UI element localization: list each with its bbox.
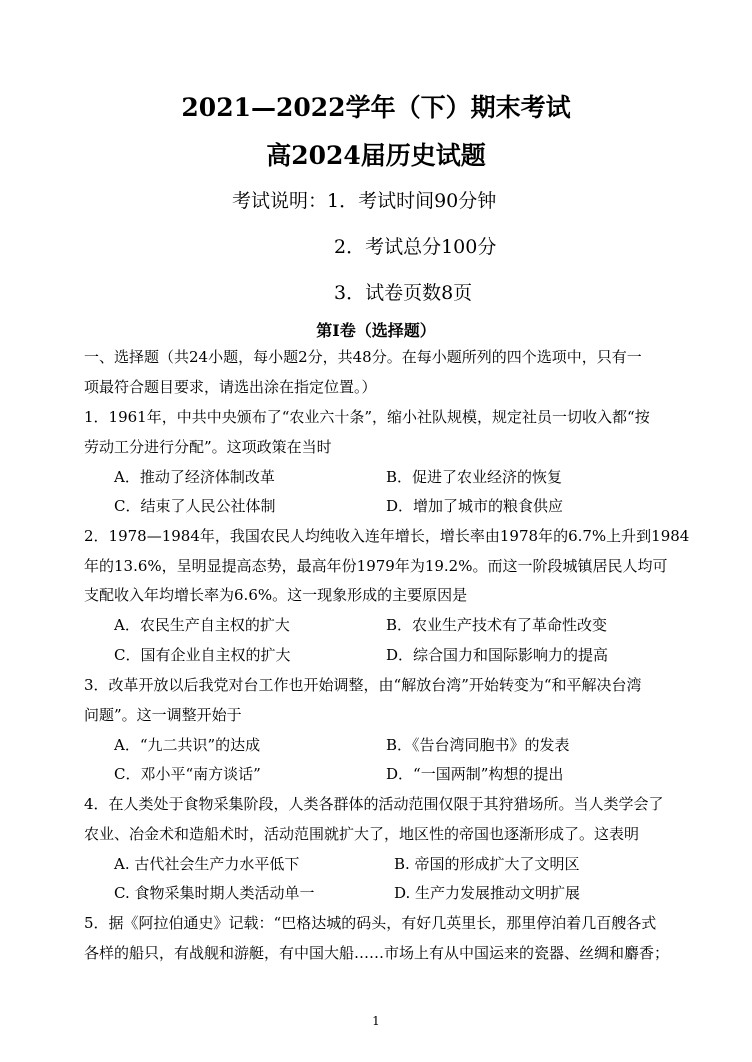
question-5-stem: 各样的船只，有战舰和游艇，有中国大船……市场上有从中国运来的瓷器、丝绸和麝香； bbox=[84, 944, 670, 962]
question-3-option-d: D．“一国两制”构想的提出 bbox=[386, 765, 564, 783]
question-3-option-b: B．《告台湾同胞书》的发表 bbox=[386, 736, 570, 754]
question-4-option-b: B. 帝国的形成扩大了文明区 bbox=[394, 855, 580, 873]
question-1-stem: 1．1961年，中共中央颁布了“农业六十条”，缩小社队规模，规定社员一切收入都“按 bbox=[84, 408, 650, 426]
question-4-option-d: D. 生产力发展推动文明扩展 bbox=[394, 884, 581, 902]
exam-subtitle: 高2024届历史试题 bbox=[266, 141, 486, 170]
question-2-option-c: C．国有企业自主权的扩大 bbox=[114, 646, 291, 664]
instruction-line: 一、选择题（共24小题，每小题2分，共48分。在每小题所列的四个选项中，只有一 bbox=[84, 348, 642, 366]
instruction-line: 项最符合题目要求，请选出涂在指定位置。） bbox=[84, 378, 377, 396]
exam-info-score: 2．考试总分100分 bbox=[334, 236, 497, 258]
question-3-stem: 3．改革开放以后我党对台工作也开始调整，由“解放台湾”开始转变为“和平解决台湾 bbox=[84, 676, 642, 694]
section-title: 第I卷（选择题） bbox=[316, 321, 436, 340]
question-2-stem: 2．1978—1984年，我国农民人均纯收入连年增长，增长率由1978年的6.7%上升到1984 bbox=[84, 527, 690, 545]
question-2-option-a: A．农民生产自主权的扩大 bbox=[114, 616, 290, 634]
question-1-option-c: C．结束了人民公社体制 bbox=[114, 497, 276, 515]
question-2-option-d: D．综合国力和国际影响力的提高 bbox=[386, 646, 609, 664]
question-1-option-b: B．促进了农业经济的恢复 bbox=[386, 468, 563, 486]
question-3-option-a: A．“九二共识”的达成 bbox=[114, 736, 261, 754]
question-2-option-b: B．农业生产技术有了革命性改变 bbox=[386, 616, 608, 634]
question-5-stem: 5．据《阿拉伯通史》记载：“巴格达城的码头，有好几英里长，那里停泊着几百艘各式 bbox=[84, 914, 657, 932]
question-3-stem: 问题”。这一调整开始于 bbox=[84, 706, 242, 724]
exam-info-pages: 3．试卷页数8页 bbox=[334, 282, 473, 304]
question-4-stem: 农业、冶金术和造船术时，活动范围就扩大了，地区性的帝国也逐渐形成了。这表明 bbox=[84, 825, 640, 843]
exam-info-time: 考试说明：1．考试时间90分钟 bbox=[232, 190, 497, 212]
question-4-stem: 4．在人类处于食物采集阶段，人类各群体的活动范围仅限于其狩猎场所。当人类学会了 bbox=[84, 795, 664, 813]
question-1-stem: 劳动工分进行分配”。这项政策在当时 bbox=[84, 438, 332, 456]
exam-title: 2021—2022学年（下）期末考试 bbox=[181, 93, 571, 122]
question-3-option-c: C．邓小平“南方谈话” bbox=[114, 765, 261, 783]
page-number: 1 bbox=[372, 1014, 380, 1028]
question-2-stem: 年的13.6%，呈明显提高态势，最高年份1979年为19.2%。而这一阶段城镇居民人均可 bbox=[84, 557, 668, 575]
question-1-option-d: D．增加了城市的粮食供应 bbox=[386, 497, 564, 515]
question-4-option-a: A. 古代社会生产力水平低下 bbox=[114, 855, 300, 873]
question-2-stem: 支配收入年均增长率为6.6%。这一现象形成的主要原因是 bbox=[84, 586, 468, 604]
question-1-option-a: A．推动了经济体制改革 bbox=[114, 468, 275, 486]
question-4-option-c: C. 食物采集时期人类活动单一 bbox=[114, 884, 315, 902]
